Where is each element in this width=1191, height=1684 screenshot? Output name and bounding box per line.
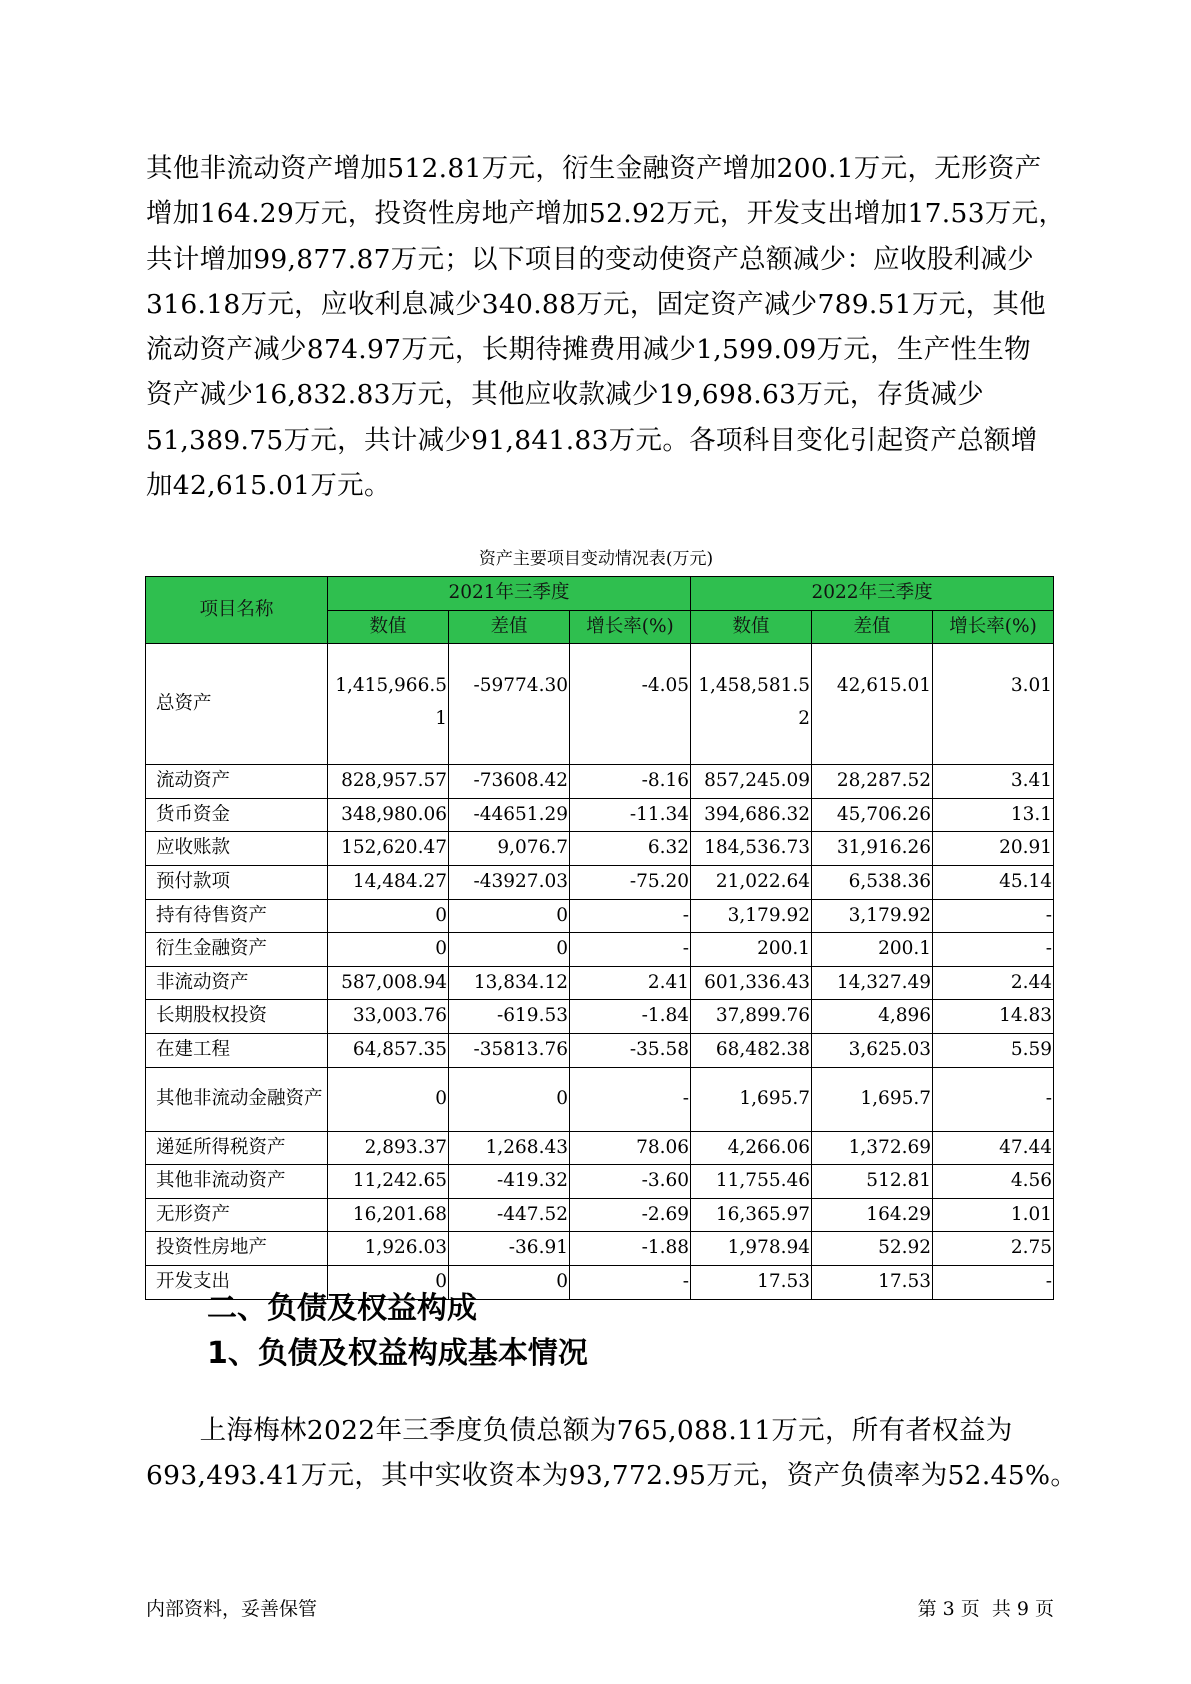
value-cell-d21: -59774.30 [449,644,570,765]
item-name-cell: 总资产 [146,644,328,765]
value-cell-g21: -11.34 [570,798,691,832]
value-cell-g21: 6.32 [570,832,691,866]
header-diff-2021: 差值 [449,610,570,644]
value-cell-g21: 2.41 [570,966,691,1000]
value-cell-d22: 200.1 [812,933,933,967]
item-name-cell: 其他非流动金融资产 [146,1067,328,1131]
value-cell-d21: 13,834.12 [449,966,570,1000]
value-cell-v22: 601,336.43 [691,966,812,1000]
value-cell-d22: 512.81 [812,1165,933,1199]
summary-line: 693,493.41万元，其中实收资本为93,772.95万元，资产负债率为52.45%。 [146,1460,1078,1492]
intro-line: 加42,615.01万元。 [146,470,391,502]
value-cell-d21: 0 [449,933,570,967]
value-cell-d21: 0 [449,1067,570,1131]
value-cell-d22: 3,179.92 [812,899,933,933]
value-cell-d22: 1,695.7 [812,1067,933,1131]
header-item-name: 项目名称 [146,577,328,644]
value-cell-d22: 31,916.26 [812,832,933,866]
value-cell-v21: 2,893.37 [328,1131,449,1165]
header-value-2022: 数值 [691,610,812,644]
value-cell-g22: 5.59 [933,1033,1054,1067]
subsection-heading: 1、负债及权益构成基本情况 [207,1336,588,1371]
value-cell-g22: 47.44 [933,1131,1054,1165]
item-name-cell: 预付款项 [146,865,328,899]
value-cell-g22: 2.44 [933,966,1054,1000]
value-cell-d21: -43927.03 [449,865,570,899]
header-diff-2022: 差值 [812,610,933,644]
value-cell-v21: 1,415,966.51 [328,644,449,765]
value-cell-v22: 1,458,581.52 [691,644,812,765]
value-cell-v22: 11,755.46 [691,1165,812,1199]
value-cell-d21: -35813.76 [449,1033,570,1067]
intro-line: 其他非流动资产增加512.81万元，衍生金融资产增加200.1万元，无形资产 [146,153,1042,184]
value-cell-g21: -75.20 [570,865,691,899]
value-cell-v21: 348,980.06 [328,798,449,832]
value-cell-g22: 4.56 [933,1165,1054,1199]
table-row [146,1033,1054,1067]
table-row [146,966,1054,1000]
item-name-cell: 开发支出 [146,1265,328,1299]
value-cell-g21: -2.69 [570,1198,691,1232]
table-row [146,1198,1054,1232]
value-cell-d22: 42,615.01 [812,644,933,765]
value-cell-v21: 828,957.57 [328,765,449,799]
table-row [146,1232,1054,1266]
table-caption: 资产主要项目变动情况表(万元) [478,549,714,569]
value-cell-g22: 13.1 [933,798,1054,832]
value-cell-g21: -1.84 [570,1000,691,1034]
value-cell-v22: 394,686.32 [691,798,812,832]
value-cell-v22: 16,365.97 [691,1198,812,1232]
value-cell-d21: 1,268.43 [449,1131,570,1165]
value-cell-g21: -3.60 [570,1165,691,1199]
value-cell-g22: 20.91 [933,832,1054,866]
value-cell-g21: 78.06 [570,1131,691,1165]
value-cell-v21: 14,484.27 [328,865,449,899]
summary-paragraph [146,1408,1078,1499]
header-growth-2021: 增长率(%) [570,610,691,644]
value-cell-v21: 1,926.03 [328,1232,449,1266]
header-period-2021: 2021年三季度 [328,577,691,611]
item-name-cell: 递延所得税资产 [146,1131,328,1165]
table-row [146,865,1054,899]
item-name-cell: 货币资金 [146,798,328,832]
value-cell-v22: 1,978.94 [691,1232,812,1266]
intro-line: 资产减少16,832.83万元，其他应收款减少19,698.63万元，存货减少 [146,379,984,411]
value-cell-g22: 3.01 [933,644,1054,765]
item-name-cell: 无形资产 [146,1198,328,1232]
table-row [146,1000,1054,1034]
value-cell-g21: - [570,933,691,967]
value-cell-v21: 33,003.76 [328,1000,449,1034]
value-cell-d22: 3,625.03 [812,1033,933,1067]
table-row [146,1165,1054,1199]
intro-line: 共计增加99,877.87万元；以下项目的变动使资产总额减少：应收股利减少 [146,243,1034,275]
value-cell-g21: - [570,899,691,933]
value-cell-d22: 4,896 [812,1000,933,1034]
value-cell-v21: 0 [328,899,449,933]
table-row [146,832,1054,866]
item-name-cell: 其他非流动资产 [146,1165,328,1199]
intro-line: 流动资产减少874.97万元，长期待摊费用减少1,599.09万元，生产性生物 [146,334,1031,366]
value-cell-g21: -8.16 [570,765,691,799]
value-cell-d21: -419.32 [449,1165,570,1199]
table-row [146,1067,1054,1131]
value-cell-d21: -447.52 [449,1198,570,1232]
value-cell-v22: 68,482.38 [691,1033,812,1067]
intro-line: 316.18万元，应收利息减少340.88万元，固定资产减少789.51万元，其他 [146,288,1046,320]
item-name-cell: 持有待售资产 [146,899,328,933]
value-cell-g22: 3.41 [933,765,1054,799]
value-cell-g22: 1.01 [933,1198,1054,1232]
value-cell-g21: -4.05 [570,644,691,765]
item-name-cell: 衍生金融资产 [146,933,328,967]
value-cell-v22: 21,022.64 [691,865,812,899]
header-value-2021: 数值 [328,610,449,644]
value-cell-d21: 0 [449,899,570,933]
table-row [146,798,1054,832]
header-period-2022: 2022年三季度 [691,577,1054,611]
value-cell-v21: 0 [328,933,449,967]
item-name-cell: 非流动资产 [146,966,328,1000]
value-cell-v22: 1,695.7 [691,1067,812,1131]
item-name-cell: 应收账款 [146,832,328,866]
value-cell-d22: 14,327.49 [812,966,933,1000]
item-name-cell: 长期股权投资 [146,1000,328,1034]
value-cell-g22: 2.75 [933,1232,1054,1266]
value-cell-v22: 17.53 [691,1265,812,1299]
intro-line: 51,389.75万元，共计减少91,841.83万元。各项科目变化引起资产总额增 [146,424,1038,456]
value-cell-d21: -73608.42 [449,765,570,799]
item-name-cell: 流动资产 [146,765,328,799]
value-cell-d21: 0 [449,1265,570,1299]
value-cell-d22: 28,287.52 [812,765,933,799]
value-cell-d21: -44651.29 [449,798,570,832]
value-cell-v22: 857,245.09 [691,765,812,799]
value-cell-g22: - [933,899,1054,933]
value-cell-g21: -35.58 [570,1033,691,1067]
value-cell-d22: 52.92 [812,1232,933,1266]
value-cell-v21: 0 [328,1067,449,1131]
value-cell-d21: -36.91 [449,1232,570,1266]
item-name-cell: 在建工程 [146,1033,328,1067]
value-cell-v21: 152,620.47 [328,832,449,866]
value-cell-v22: 4,266.06 [691,1131,812,1165]
table-row [146,1131,1054,1165]
table-row [146,899,1054,933]
value-cell-v21: 16,201.68 [328,1198,449,1232]
value-cell-v21: 587,008.94 [328,966,449,1000]
value-cell-g22: - [933,1265,1054,1299]
value-cell-g21: - [570,1265,691,1299]
value-cell-d21: 9,076.7 [449,832,570,866]
value-cell-v22: 200.1 [691,933,812,967]
intro-paragraph [146,146,1066,508]
value-cell-v21: 64,857.35 [328,1033,449,1067]
value-cell-v22: 3,179.92 [691,899,812,933]
table-row [146,933,1054,967]
footer-page-number: 第 3 页 共 9 页 [917,1598,1054,1620]
asset-change-table [145,576,1054,1300]
value-cell-v21: 0 [328,1265,449,1299]
value-cell-g22: 14.83 [933,1000,1054,1034]
value-cell-d22: 6,538.36 [812,865,933,899]
value-cell-g22: - [933,1067,1054,1131]
table-row [146,765,1054,799]
table-row [146,644,1054,765]
value-cell-v22: 37,899.76 [691,1000,812,1034]
header-growth-2022: 增长率(%) [933,610,1054,644]
value-cell-g22: 45.14 [933,865,1054,899]
summary-line: 上海梅林2022年三季度负债总额为765,088.11万元，所有者权益为 [146,1415,1013,1446]
value-cell-g21: - [570,1067,691,1131]
value-cell-d21: -619.53 [449,1000,570,1034]
value-cell-g22: - [933,933,1054,967]
value-cell-v22: 184,536.73 [691,832,812,866]
value-cell-d22: 17.53 [812,1265,933,1299]
item-name-cell: 投资性房地产 [146,1232,328,1266]
value-cell-v21: 11,242.65 [328,1165,449,1199]
section-heading: 二、负债及权益构成 [207,1291,477,1326]
footer-confidential-note: 内部资料，妥善保管 [146,1598,318,1620]
value-cell-d22: 164.29 [812,1198,933,1232]
value-cell-g21: -1.88 [570,1232,691,1266]
value-cell-d22: 45,706.26 [812,798,933,832]
intro-line: 增加164.29万元，投资性房地产增加52.92万元，开发支出增加17.53万元， [146,198,1066,230]
value-cell-d22: 1,372.69 [812,1131,933,1165]
